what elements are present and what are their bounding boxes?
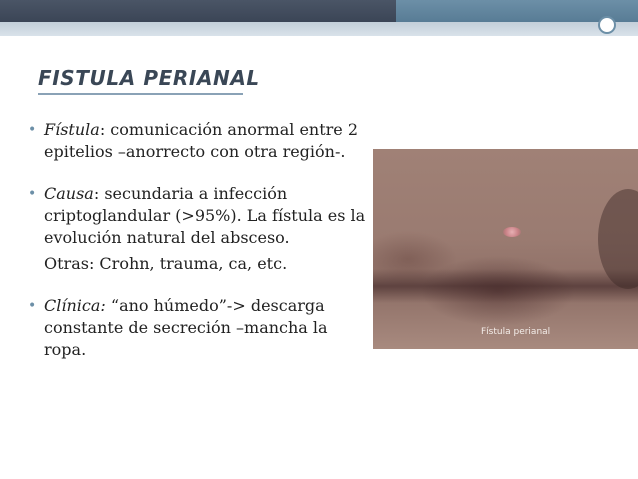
bullet-dot-icon: •: [28, 186, 37, 202]
title-underline: [38, 93, 243, 95]
bullet-text: : comunicación anormal entre 2 epitelios –anorrecto con otra región-.: [44, 120, 359, 161]
bullet-term: Clínica:: [44, 296, 106, 315]
bullet-term: Fístula: [44, 120, 100, 139]
photo-caption: Fístula perianal: [481, 327, 551, 337]
header-band-light: [0, 22, 638, 36]
bullet-text: “ano húmedo”-> descarga constante de secreción –mancha la ropa.: [44, 296, 328, 359]
bullet-term: Causa: [44, 184, 94, 203]
fistula-opening: [503, 227, 521, 237]
bullet-clinica: [26, 295, 371, 361]
corner-circle-decoration: [598, 16, 616, 34]
bullet-causa: [26, 183, 371, 275]
bullet-extra-text: Otras: Crohn, trauma, ca, etc.: [44, 254, 288, 273]
bullet-dot-icon: •: [28, 122, 37, 138]
slide-title: FISTULA PERIANAL: [38, 66, 260, 90]
bullet-text: : secundaria a infección criptoglandular (>95%). La fístula es la evolución natural del absceso.: [44, 184, 366, 247]
photo-shadow: [373, 269, 638, 303]
bullet-list: [26, 119, 371, 361]
bullet-fistula: [26, 119, 371, 163]
clinical-photo: [373, 149, 638, 349]
bullet-dot-icon: •: [28, 298, 37, 314]
